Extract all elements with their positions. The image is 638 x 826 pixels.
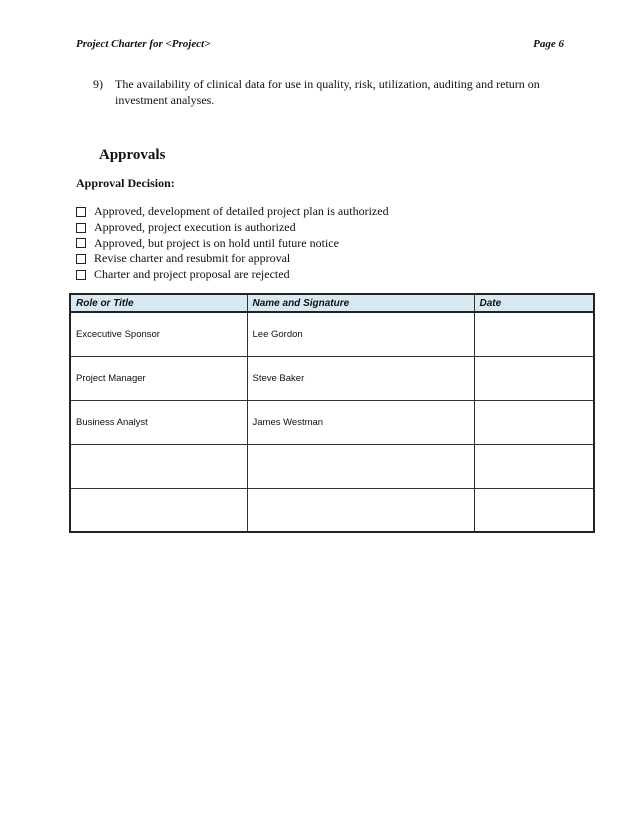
document-title: Project Charter for <Project> bbox=[76, 38, 211, 50]
date-cell[interactable] bbox=[474, 488, 594, 532]
column-header-name-signature: Name and Signature bbox=[247, 294, 474, 312]
date-cell[interactable] bbox=[474, 312, 594, 356]
checkbox-icon[interactable] bbox=[76, 254, 86, 264]
approval-options-list bbox=[76, 204, 389, 283]
approval-option-label: Approved, project execution is authorized bbox=[94, 219, 296, 234]
name-signature-cell[interactable] bbox=[247, 488, 474, 532]
approval-option-label: Revise charter and resubmit for approval bbox=[94, 251, 291, 266]
date-cell[interactable] bbox=[474, 444, 594, 488]
table-row bbox=[70, 400, 594, 444]
approval-option-label: Charter and project proposal are rejected bbox=[94, 267, 290, 282]
approval-option[interactable] bbox=[76, 251, 389, 267]
date-cell[interactable] bbox=[474, 400, 594, 444]
checkbox-icon[interactable] bbox=[76, 207, 86, 217]
table-row bbox=[70, 488, 594, 532]
role-cell: Excecutive Sponsor bbox=[70, 312, 247, 356]
column-header-date: Date bbox=[474, 294, 594, 312]
checkbox-icon[interactable] bbox=[76, 270, 86, 280]
approval-option[interactable] bbox=[76, 204, 389, 220]
approval-decision-label: Approval Decision: bbox=[76, 176, 175, 190]
name-signature-cell[interactable]: Steve Baker bbox=[247, 356, 474, 400]
list-item bbox=[93, 76, 568, 108]
column-header-role: Role or Title bbox=[70, 294, 247, 312]
approval-option[interactable] bbox=[76, 267, 389, 283]
page-number: Page 6 bbox=[533, 38, 564, 50]
role-cell: Project Manager bbox=[70, 356, 247, 400]
approvals-table bbox=[69, 293, 595, 533]
list-item-number: 9) bbox=[93, 77, 103, 91]
date-cell[interactable] bbox=[474, 356, 594, 400]
approval-option-label: Approved, development of detailed project plan is authorized bbox=[94, 204, 389, 218]
checkbox-icon[interactable] bbox=[76, 223, 86, 233]
table-row bbox=[70, 356, 594, 400]
name-signature-cell[interactable]: James Westman bbox=[247, 400, 474, 444]
role-cell: Business Analyst bbox=[70, 400, 247, 444]
role-cell[interactable] bbox=[70, 488, 247, 532]
table-header-row bbox=[70, 294, 594, 312]
list-item-text: The availability of clinical data for use in quality, risk, utilization, auditing and return on investment analyses. bbox=[115, 77, 540, 107]
table-row bbox=[70, 444, 594, 488]
name-signature-cell[interactable] bbox=[247, 444, 474, 488]
approval-option[interactable] bbox=[76, 220, 389, 236]
checkbox-icon[interactable] bbox=[76, 238, 86, 248]
section-heading-approvals: Approvals bbox=[99, 147, 166, 163]
role-cell[interactable] bbox=[70, 444, 247, 488]
name-signature-cell[interactable]: Lee Gordon bbox=[247, 312, 474, 356]
approval-option-label: Approved, but project is on hold until future notice bbox=[94, 235, 339, 250]
table-row bbox=[70, 312, 594, 356]
approval-option[interactable] bbox=[76, 236, 389, 252]
